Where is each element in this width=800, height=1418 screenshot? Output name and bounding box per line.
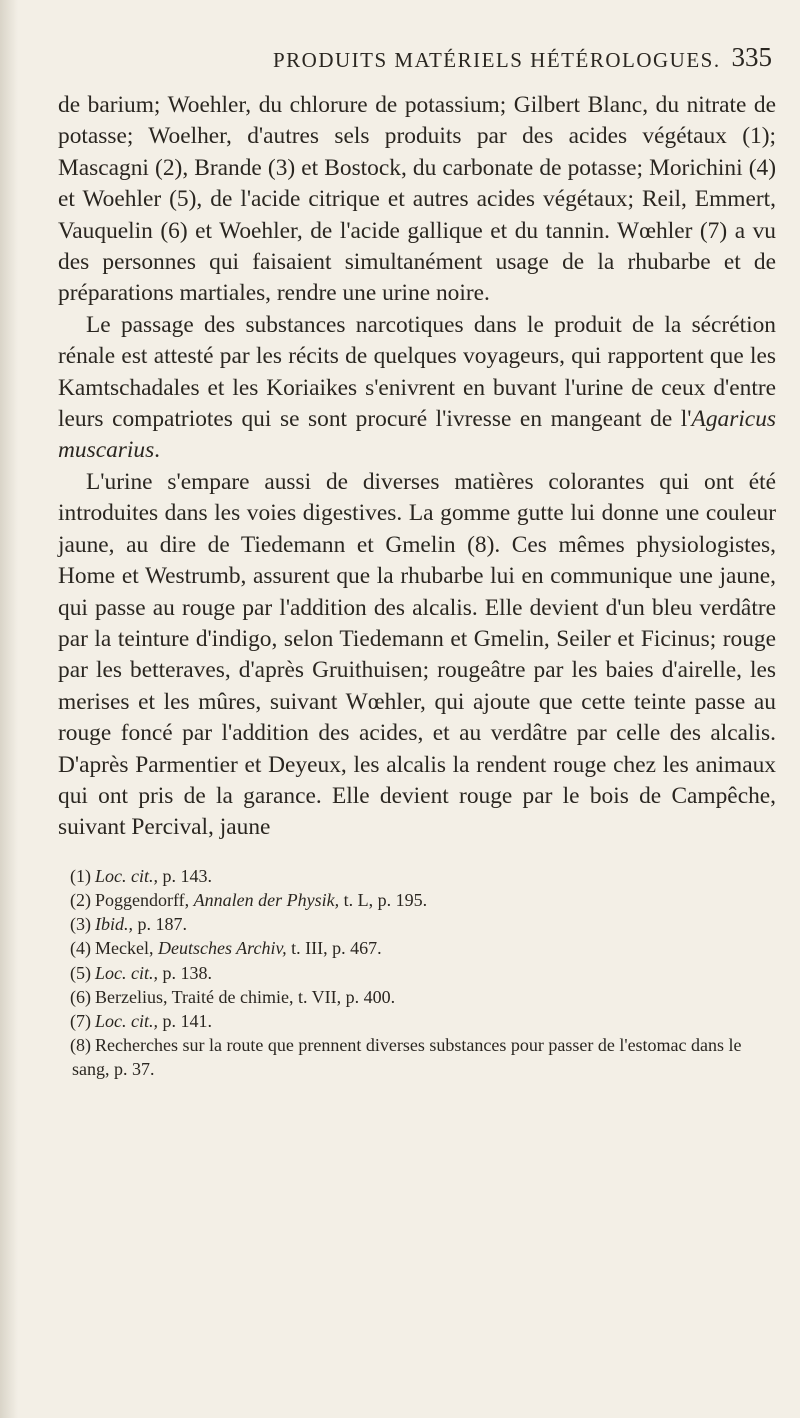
footnote-text: p. 141.	[158, 1010, 212, 1031]
book-page	[58, 42, 776, 1082]
footnote-number: (6)	[70, 986, 91, 1007]
paragraph-1: de barium; Woehler, du chlorure de potassium; Gilbert Blanc, du nitrate de potasse; Woelher, d'autres sels produits par des acides végétaux (1); Mascagni (2), Brande (3) et Bostock, du carbonate de potasse; Morichini (4) et Woehler (5), de l'acide citrique et autres acides végétaux; Reil, Emmert, Vauquelin (6) et Woehler, de l'acide gallique et du tannin. Wœhler (7) a vu des personnes qui faisaient simultanément usage de la rhubarbe et de préparations martiales, rendre une urine noire.	[58, 92, 776, 307]
footnote-pre: Berzelius, Traité de chimie, t. VII, p. 400.	[95, 986, 396, 1007]
footnote-4	[58, 936, 776, 960]
page-edge-shadow	[0, 0, 18, 1418]
footnote-pre: Meckel,	[95, 938, 158, 959]
footnote-number: (1)	[70, 865, 91, 886]
footnote-number: (3)	[70, 914, 91, 935]
paragraph-2	[58, 310, 776, 467]
page-number: 335	[731, 42, 772, 72]
footnote-italic: Annalen der Physik,	[193, 889, 340, 910]
footnote-italic: Ibid.,	[95, 914, 133, 935]
footnote-6	[58, 985, 776, 1009]
running-head	[58, 42, 776, 90]
footnote-number: (8)	[70, 1035, 91, 1056]
footnote-3	[58, 912, 776, 936]
paragraph-2-end: .	[154, 437, 161, 464]
footnote-pre: Recherches sur la route que prennent diverses substances pour passer de l'estomac dans le sang, p. 37.	[72, 1035, 742, 1080]
footnote-italic: Loc. cit.,	[95, 962, 158, 983]
footnote-number: (4)	[70, 938, 91, 959]
paragraph-2-text: Le passage des substances narcotiques dans le produit de la sécrétion rénale est attesté par les récits de quelques voyageurs, qui rapportent que les Kamtschadales et les Koriaikes s'enivrent en buvant l'urine de ceux d'entre leurs compatriotes qui se sont procuré l'ivresse en mangeant de l'	[58, 311, 776, 433]
footnote-1	[58, 864, 776, 888]
body-text	[58, 90, 776, 844]
footnote-italic: Loc. cit.,	[95, 865, 158, 886]
running-title: PRODUITS MATÉRIELS HÉTÉROLOGUES.	[273, 48, 721, 72]
footnote-text: p. 138.	[158, 962, 212, 983]
footnote-2	[58, 888, 776, 912]
footnote-5	[58, 961, 776, 985]
footnote-number: (5)	[70, 962, 91, 983]
footnote-text: t. L, p. 195.	[339, 889, 428, 910]
footnote-text: p. 187.	[133, 914, 187, 935]
footnotes	[58, 864, 776, 1082]
footnote-number: (7)	[70, 1010, 91, 1031]
footnote-italic: Loc. cit.,	[95, 1010, 158, 1031]
paragraph-2-italic: Agaricus muscarius	[58, 406, 776, 464]
footnote-number: (2)	[70, 889, 91, 910]
footnote-7	[58, 1009, 776, 1033]
footnote-pre: Poggendorff,	[95, 889, 194, 910]
footnote-8	[58, 1033, 776, 1081]
paragraph-3: L'urine s'empare aussi de diverses matières colorantes qui ont été introduites dans les voies digestives. La gomme gutte lui donne une couleur jaune, au dire de Tiedemann et Gmelin (8). Ces mêmes physiologistes, Home et Westrumb, assurent que la rhubarbe lui en communique une jaune, qui passe au rouge par l'addition des alcalis. Elle devient d'un bleu verdâtre par la teinture d'indigo, selon Tiedemann et Gmelin, Seiler et Ficinus; rouge par les betteraves, d'après Gruithuisen; rougeâtre par les baies d'airelle, les merises et les mûres, suivant Wœhler, qui ajoute que cette teinte passe au rouge foncé par l'addition des acides, et au verdâtre par celle des alcalis. D'après Parmentier et Deyeux, les alcalis la rendent rouge chez les animaux qui ont pris de la garance. Elle devient rouge par le bois de Campêche, suivant Percival, jaune	[58, 468, 776, 841]
footnote-text: t. III, p. 467.	[286, 938, 382, 959]
footnote-italic: Deutsches Archiv,	[157, 938, 287, 959]
footnote-text: p. 143.	[158, 865, 212, 886]
